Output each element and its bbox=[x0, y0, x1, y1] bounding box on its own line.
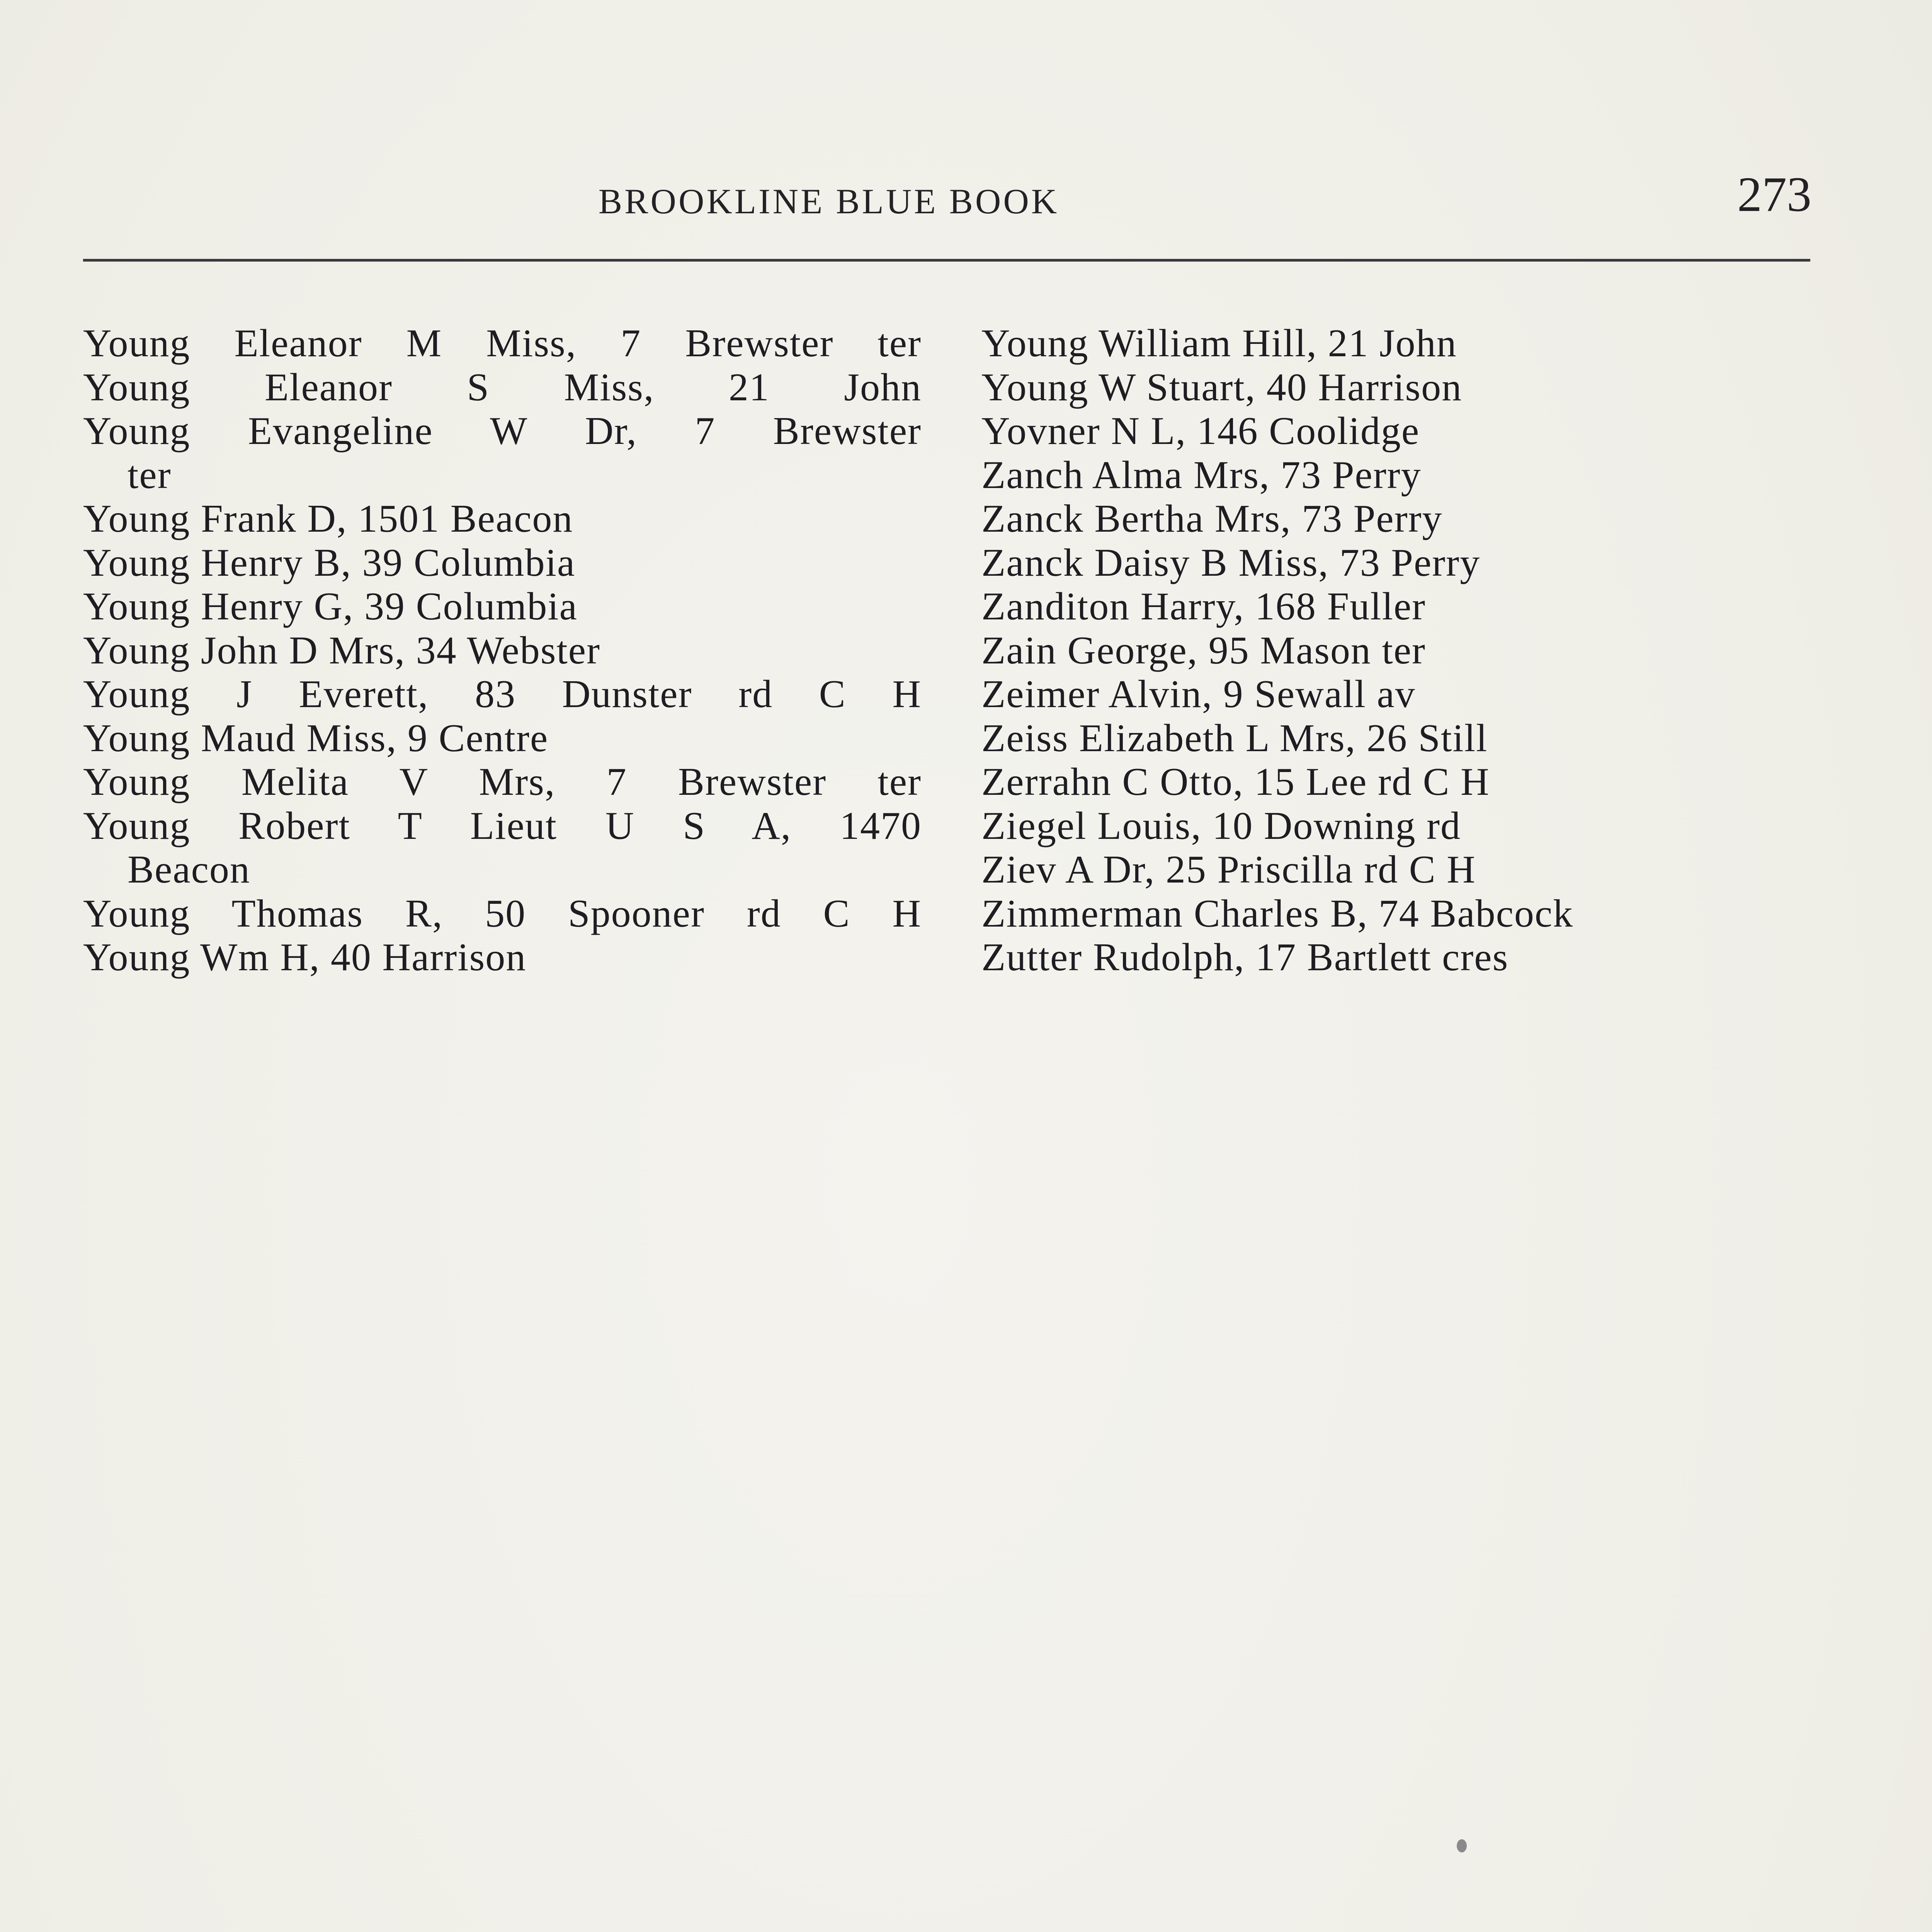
list-item: Young Henry G, 39 Columbia bbox=[83, 585, 578, 628]
list-item: Zanditon Harry, 168 Fuller bbox=[981, 585, 1426, 628]
list-item: Zain George, 95 Mason ter bbox=[981, 628, 1426, 672]
list-item: Zeiss Elizabeth L Mrs, 26 Still bbox=[981, 716, 1488, 760]
directory-column-left bbox=[83, 321, 922, 980]
list-item: Zimmerman Charles B, 74 Babcock bbox=[981, 891, 1574, 935]
list-item: Young Robert T Lieut U S A, 1470 bbox=[83, 804, 922, 848]
list-item: Zanck Daisy B Miss, 73 Perry bbox=[981, 541, 1481, 585]
list-item: Young John D Mrs, 34 Webster bbox=[83, 628, 600, 672]
list-item-continuation: Beacon bbox=[128, 848, 250, 891]
list-item: Zerrahn C Otto, 15 Lee rd C H bbox=[981, 760, 1490, 804]
list-item: Young Wm H, 40 Harrison bbox=[83, 935, 527, 979]
paper-speck bbox=[1457, 1839, 1467, 1852]
list-item: Young Melita V Mrs, 7 Brewster ter bbox=[83, 760, 922, 804]
list-item: Young Thomas R, 50 Spooner rd C H bbox=[83, 891, 922, 935]
list-item: Zutter Rudolph, 17 Bartlett cres bbox=[981, 935, 1509, 979]
list-item: Young J Everett, 83 Dunster rd C H bbox=[83, 672, 922, 716]
list-item: Young Henry B, 39 Columbia bbox=[83, 541, 576, 585]
list-item: Young William Hill, 21 John bbox=[981, 321, 1457, 365]
running-title: BROOKLINE BLUE BOOK bbox=[598, 182, 1060, 221]
list-item: Young Eleanor S Miss, 21 John bbox=[83, 365, 922, 409]
list-item: Ziegel Louis, 10 Downing rd bbox=[981, 804, 1461, 848]
list-item: Zanch Alma Mrs, 73 Perry bbox=[981, 453, 1422, 497]
list-item: Young Eleanor M Miss, 7 Brewster ter bbox=[83, 321, 922, 365]
list-item: Young W Stuart, 40 Harrison bbox=[981, 365, 1463, 409]
header-rule bbox=[83, 259, 1810, 262]
list-item-continuation: ter bbox=[128, 453, 172, 497]
list-item: Young Evangeline W Dr, 7 Brewster bbox=[83, 409, 922, 453]
list-item: Young Frank D, 1501 Beacon bbox=[83, 497, 573, 541]
list-item: Young Maud Miss, 9 Centre bbox=[83, 716, 549, 760]
list-item: Ziev A Dr, 25 Priscilla rd C H bbox=[981, 848, 1476, 891]
list-item: Yovner N L, 146 Coolidge bbox=[981, 409, 1420, 453]
page-number: 273 bbox=[1737, 167, 1811, 222]
list-item: Zeimer Alvin, 9 Sewall av bbox=[981, 672, 1416, 716]
list-item: Zanck Bertha Mrs, 73 Perry bbox=[981, 497, 1443, 541]
directory-column-right bbox=[981, 321, 1820, 980]
